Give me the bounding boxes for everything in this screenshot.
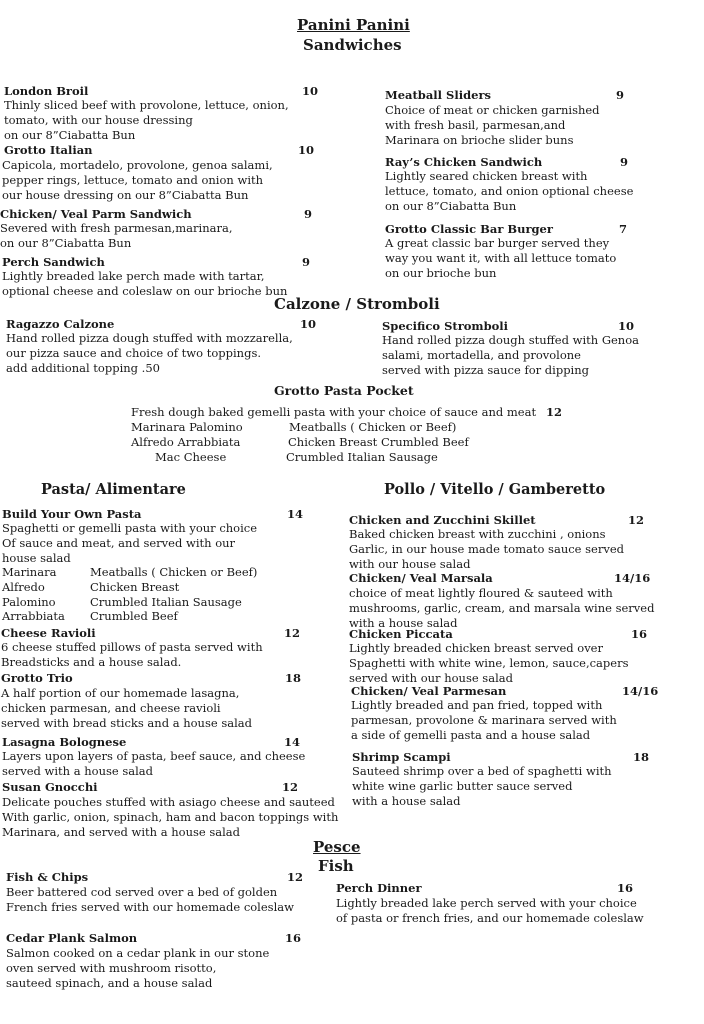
item-price: 9 — [620, 155, 629, 169]
item-price: 10 — [300, 317, 317, 331]
pocket-meat-option: Crumbled Italian Sausage — [286, 450, 438, 464]
item-description: Lightly breaded lake perch made with tartar, optional cheese and coleslaw on our brioche bun — [2, 269, 288, 298]
item-name: Build Your Own Pasta — [2, 507, 142, 521]
item-price: 9 — [302, 255, 311, 269]
item-price: 9 — [616, 88, 625, 102]
item-name: Chicken and Zucchini Skillet — [349, 513, 536, 527]
byo-sauce-list: Marinara Alfredo Palomino Arrabbiata — [2, 565, 65, 624]
item-name: London Broil — [4, 84, 89, 98]
item-description: Delicate pouches stuffed with asiago cheese and sauteed With garlic, onion, spinach, ham and bacon toppings with Marinara, and served with a house salad — [2, 795, 339, 839]
item-description: choice of meat lightly floured & sauteed with mushrooms, garlic, cream, and marsala wine served with a house salad — [349, 586, 655, 630]
pocket-price: 12 — [546, 405, 563, 419]
item-description: Spaghetti or gemelli pasta with your choice Of sauce and meat, and served with our house salad — [2, 521, 258, 565]
item-name: Chicken/ Veal Parmesan — [351, 684, 507, 698]
item-description: Choice of meat or chicken garnished with fresh basil, parmesan,and Marinara on brioche slider buns — [385, 103, 600, 147]
menu-title: Panini Panini — [297, 16, 410, 34]
item-price: 12 — [282, 780, 299, 794]
item-price: 16 — [617, 881, 634, 895]
item-description: Beer battered cod served over a bed of golden French fries served with our homemade coleslaw — [6, 885, 294, 914]
section-title-calzone: Calzone / Stromboli — [274, 295, 440, 313]
item-name: Cedar Plank Salmon — [6, 931, 138, 945]
byo-meat-list: Meatballs ( Chicken or Beef) Chicken Breast Crumbled Italian Sausage Crumbled Beef — [90, 565, 258, 624]
item-price: 16 — [285, 931, 302, 945]
item-price: 14 — [284, 735, 301, 749]
pocket-meat-option: Chicken Breast Crumbled Beef — [288, 435, 469, 449]
item-description: Salmon cooked on a cedar plank in our stone oven served with mushroom risotto, sauteed spinach, and a house salad — [6, 946, 270, 990]
item-price: 10 — [618, 319, 635, 333]
section-title-pasta: Pasta/ Alimentare — [41, 481, 186, 498]
item-description: Layers upon layers of pasta, beef sauce, and cheese served with a house salad — [2, 749, 306, 778]
item-name: Grotto Classic Bar Burger — [385, 222, 553, 236]
item-price: 16 — [631, 627, 648, 641]
item-description: Capicola, mortadelo, provolone, genoa salami, pepper rings, lettuce, tomato and onion with our house dressing on our 8”Ciabatta Bun — [2, 158, 273, 202]
item-name: Shrimp Scampi — [352, 750, 451, 764]
section-subtitle-fish: Fish — [318, 857, 354, 875]
item-name: Meatball Sliders — [385, 88, 491, 102]
item-price: 14 — [287, 507, 304, 521]
item-name: Perch Sandwich — [2, 255, 105, 269]
item-price: 14/16 — [614, 571, 651, 585]
item-name: Ragazzo Calzone — [6, 317, 115, 331]
item-description: Severed with fresh parmesan,marinara, on our 8”Ciabatta Bun — [0, 221, 233, 250]
item-description: Baked chicken breast with zucchini , onions Garlic, in our house made tomato sauce served with our house salad — [349, 527, 624, 571]
item-price: 14/16 — [622, 684, 659, 698]
item-description: Sauteed shrimp over a bed of spaghetti with white wine garlic butter sauce served with a house salad — [352, 764, 612, 808]
item-description: Lightly seared chicken breast with lettuce, tomato, and onion optional cheese on our 8”Ciabatta Bun — [385, 169, 634, 213]
item-description: Lightly breaded lake perch served with your choice of pasta or french fries, and our homemade coleslaw — [336, 896, 644, 925]
item-price: 10 — [298, 143, 315, 157]
section-title-pocket: Grotto Pasta Pocket — [274, 383, 414, 398]
item-name: Chicken/ Veal Marsala — [349, 571, 493, 585]
item-name: Fish & Chips — [6, 870, 89, 884]
item-price: 12 — [628, 513, 645, 527]
item-price: 18 — [285, 671, 302, 685]
item-name: Cheese Ravioli — [1, 626, 96, 640]
item-price: 9 — [304, 207, 313, 221]
item-price: 18 — [633, 750, 650, 764]
item-price: 10 — [302, 84, 319, 98]
item-name: Specifico Stromboli — [382, 319, 509, 333]
item-description: A half portion of our homemade lasagna, chicken parmesan, and cheese ravioli served with bread sticks and a house salad — [1, 686, 252, 730]
item-price: 12 — [284, 626, 301, 640]
item-name: Lasagna Bolognese — [2, 735, 127, 749]
pocket-meat-option: Meatballs ( Chicken or Beef) — [289, 420, 457, 434]
item-description: Lightly breaded and pan fried, topped with parmesan, provolone & marinara served with a side of gemelli pasta and a house salad — [351, 698, 617, 742]
item-description: Thinly sliced beef with provolone, lettuce, onion, tomato, with our house dressing on our 8”Ciabatta Bun — [4, 98, 289, 142]
item-name: Grotto Italian — [4, 143, 93, 157]
item-description: 6 cheese stuffed pillows of pasta served with Breadsticks and a house salad. — [1, 640, 263, 669]
pocket-sauce-option: Marinara Palomino — [131, 420, 243, 434]
menu-subtitle: Sandwiches — [303, 36, 402, 54]
item-name: Chicken/ Veal Parm Sandwich — [0, 207, 192, 221]
item-name: Perch Dinner — [336, 881, 422, 895]
item-name: Susan Gnocchi — [2, 780, 98, 794]
section-title-pollo: Pollo / Vitello / Gamberetto — [384, 481, 606, 498]
item-description: Hand rolled pizza dough stuffed with mozzarella, our pizza sauce and choice of two toppings. add additional topping .50 — [6, 331, 293, 375]
item-name: Grotto Trio — [1, 671, 73, 685]
item-name: Ray’s Chicken Sandwich — [385, 155, 543, 169]
pocket-sauce-option: Mac Cheese — [155, 450, 227, 464]
item-description: Hand rolled pizza dough stuffed with Genoa salami, mortadella, and provolone served with pizza sauce for dipping — [382, 333, 639, 377]
item-price: 12 — [287, 870, 304, 884]
item-name: Chicken Piccata — [349, 627, 453, 641]
section-title-pesce: Pesce — [313, 838, 361, 856]
pocket-sauce-option: Alfredo Arrabbiata — [131, 435, 241, 449]
pocket-description: Fresh dough baked gemelli pasta with your choice of sauce and meat — [131, 405, 537, 419]
item-description: Lightly breaded chicken breast served over Spaghetti with white wine, lemon, sauce,capers served with our house salad — [349, 641, 629, 685]
item-description: A great classic bar burger served they way you want it, with all lettuce tomato on our brioche bun — [385, 236, 617, 280]
item-price: 7 — [619, 222, 628, 236]
